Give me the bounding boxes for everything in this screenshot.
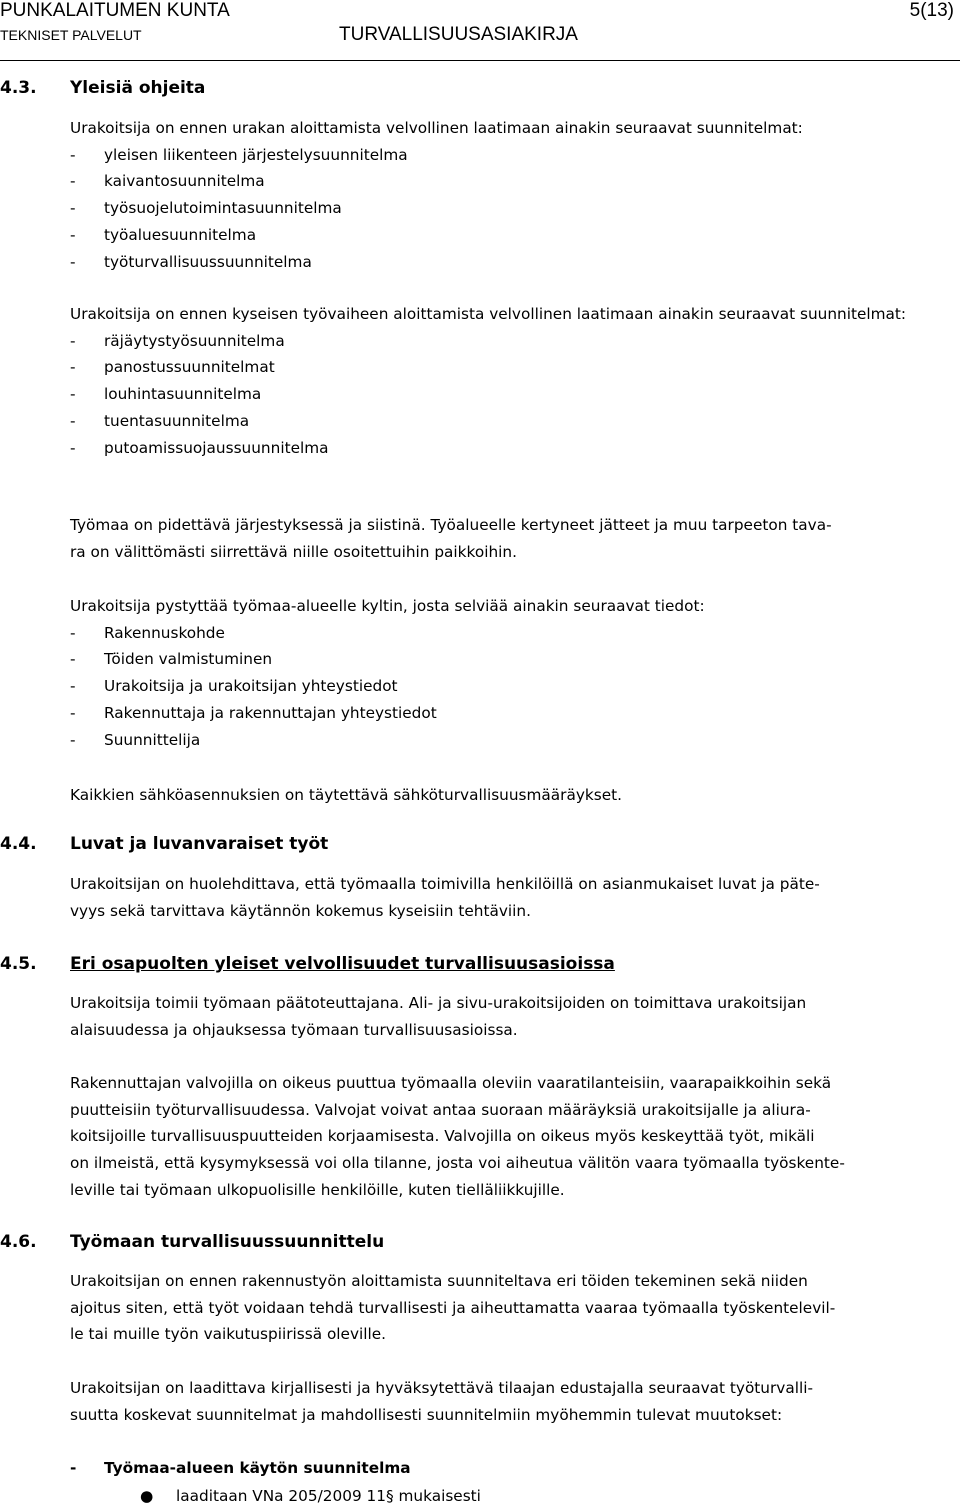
list-item: - putoamissuojaussuunnitelma	[70, 438, 329, 457]
paragraph-main-contractor: Urakoitsija toimii työmaan päätoteuttajana. Ali- ja sivu-urakoitsijoiden on toimittava urakoitsijan alaisuudessa ja ohjauksessa työmaan turvallisuusasioissa.	[70, 994, 807, 1039]
list-item: - panostussuunnitelmat	[70, 358, 275, 377]
header-document-title: TURVALLISUUSASIAKIRJA	[339, 24, 578, 45]
section-number: 4.5.	[0, 954, 37, 974]
paragraph-phase-plans	[70, 301, 958, 461]
list-item: - Urakoitsija ja urakoitsijan yhteystiedot	[70, 677, 398, 696]
paragraph-permits: Urakoitsijan on huolehdittava, että työmaalla toimivilla henkilöillä on asianmukaiset luvat ja päte- vyys sekä tarvittava käytännön kokemus kyseisiin tehtäviin.	[70, 875, 820, 920]
bullet-item: ● laaditaan VNa 205/2009 11§ mukaisesti	[140, 1484, 481, 1508]
list-item: - Rakennuttaja ja rakennuttajan yhteystiedot	[70, 703, 437, 722]
section-number: 4.3.	[0, 78, 37, 98]
section-title: Eri osapuolten yleiset velvollisuudet turvallisuusasioissa	[70, 954, 615, 974]
list-item: - Rakennuskohde	[70, 623, 225, 642]
section-title: Yleisiä ohjeita	[70, 78, 206, 98]
list-item: - louhintasuunnitelma	[70, 385, 262, 404]
section-number: 4.4.	[0, 834, 37, 854]
list-item: - kaivantosuunnitelma	[70, 172, 265, 191]
section-heading-4-3	[0, 76, 205, 100]
section-number: 4.6.	[0, 1232, 37, 1252]
list-item: - räjäytystyösuunnitelma	[70, 331, 285, 350]
bullet-icon: ●	[140, 1487, 154, 1505]
header-organization: PUNKALAITUMEN KUNTA	[0, 0, 230, 21]
list-item: - työaluesuunnitelma	[70, 225, 257, 244]
paragraph-electrical: Kaikkien sähköasennuksien on täytettävä sähköturvallisuusmääräykset.	[70, 786, 622, 804]
paragraph-supervisors: Rakennuttajan valvojilla on oikeus puuttua työmaalla oleviin vaaratilanteisiin, vaarapaikkoihin sekä puutteisiin työturvallisuudessa. Valvojat voivat antaa suoraan määräyksiä urakoitsijalle ja aliura- koitsijoille turvallisuuspuutteiden korjaamisesta. Valvojilla on oikeus myös keskeyttää työt, mikäli on ilmeistä, että kysymyksessä voi olla tilanne, josta voi aiheutua välitön vaara työmaalla työskente- leville tai työmaan ulkopuolisille henkilöille, kuten tielläliikkujille.	[70, 1074, 845, 1199]
section-title: Luvat ja luvanvaraiset työt	[70, 834, 329, 854]
header-divider	[0, 60, 960, 61]
list-item: - työturvallisuussuunnitelma	[70, 252, 312, 271]
list-item: - yleisen liikenteen järjestelysuunnitelma	[70, 145, 408, 164]
paragraph-text: Urakoitsija on ennen urakan aloittamista velvollinen laatimaan ainakin seuraavat suunnitelmat:	[70, 119, 803, 137]
list-item: - Töiden valmistuminen	[70, 650, 273, 669]
list-item-site-usage-plan: - Työmaa-alueen käytön suunnitelma	[70, 1459, 411, 1477]
section-heading-4-5	[0, 952, 615, 976]
paragraph-planning: Urakoitsijan on ennen rakennustyön aloittamista suunniteltava eri töiden tekeminen sekä niiden ajoitus siten, että työt voidaan tehdä turvallisesti ja aiheuttamatta vaaraa työmaalla työskentelevil- le tai muille työn vaikutuspiirissä oleville.	[70, 1272, 836, 1344]
paragraph-required-plans	[70, 115, 958, 275]
list-item: - tuentasuunnitelma	[70, 411, 250, 430]
header-department: TEKNISET PALVELUT	[0, 27, 142, 43]
section-heading-4-6	[0, 1230, 384, 1254]
section-heading-4-4	[0, 832, 328, 856]
paragraph-written-plans: Urakoitsijan on laadittava kirjallisesti ja hyväksytettävä tilaajan edustajalla seuraavat työturvalli- suutta koskevat suunnitelmat ja mahdollisesti suunnitelmiin myöhemmin tulevat muutokset:	[70, 1379, 813, 1424]
paragraph-site-sign: Urakoitsija pystyttää työmaa-alueelle kyltin, josta selviää ainakin seuraavat tiedot: - Rakennuskohde - Töiden valmistuminen - Urakoitsija ja urakoitsijan yhteystiedot - Rakennuttaja ja rakennuttajan yhteystiedot - Suunnittelija	[70, 593, 958, 753]
list-item: - työsuojelutoimintasuunnitelma	[70, 199, 342, 218]
paragraph-text: Urakoitsija on ennen kyseisen työvaiheen aloittamista velvollinen laatimaan ainakin seuraavat suunnitelmat:	[70, 305, 907, 323]
section-title: Työmaan turvallisuussuunnittelu	[70, 1232, 385, 1252]
paragraph-site-tidiness: Työmaa on pidettävä järjestyksessä ja siistinä. Työalueelle kertyneet jätteet ja muu tarpeeton tava- ra on välittömästi siirrettävä niille osoitettuihin paikkoihin.	[70, 516, 832, 561]
header-page-number: 5(13)	[909, 0, 954, 21]
list-item: - Suunnittelija	[70, 730, 201, 749]
